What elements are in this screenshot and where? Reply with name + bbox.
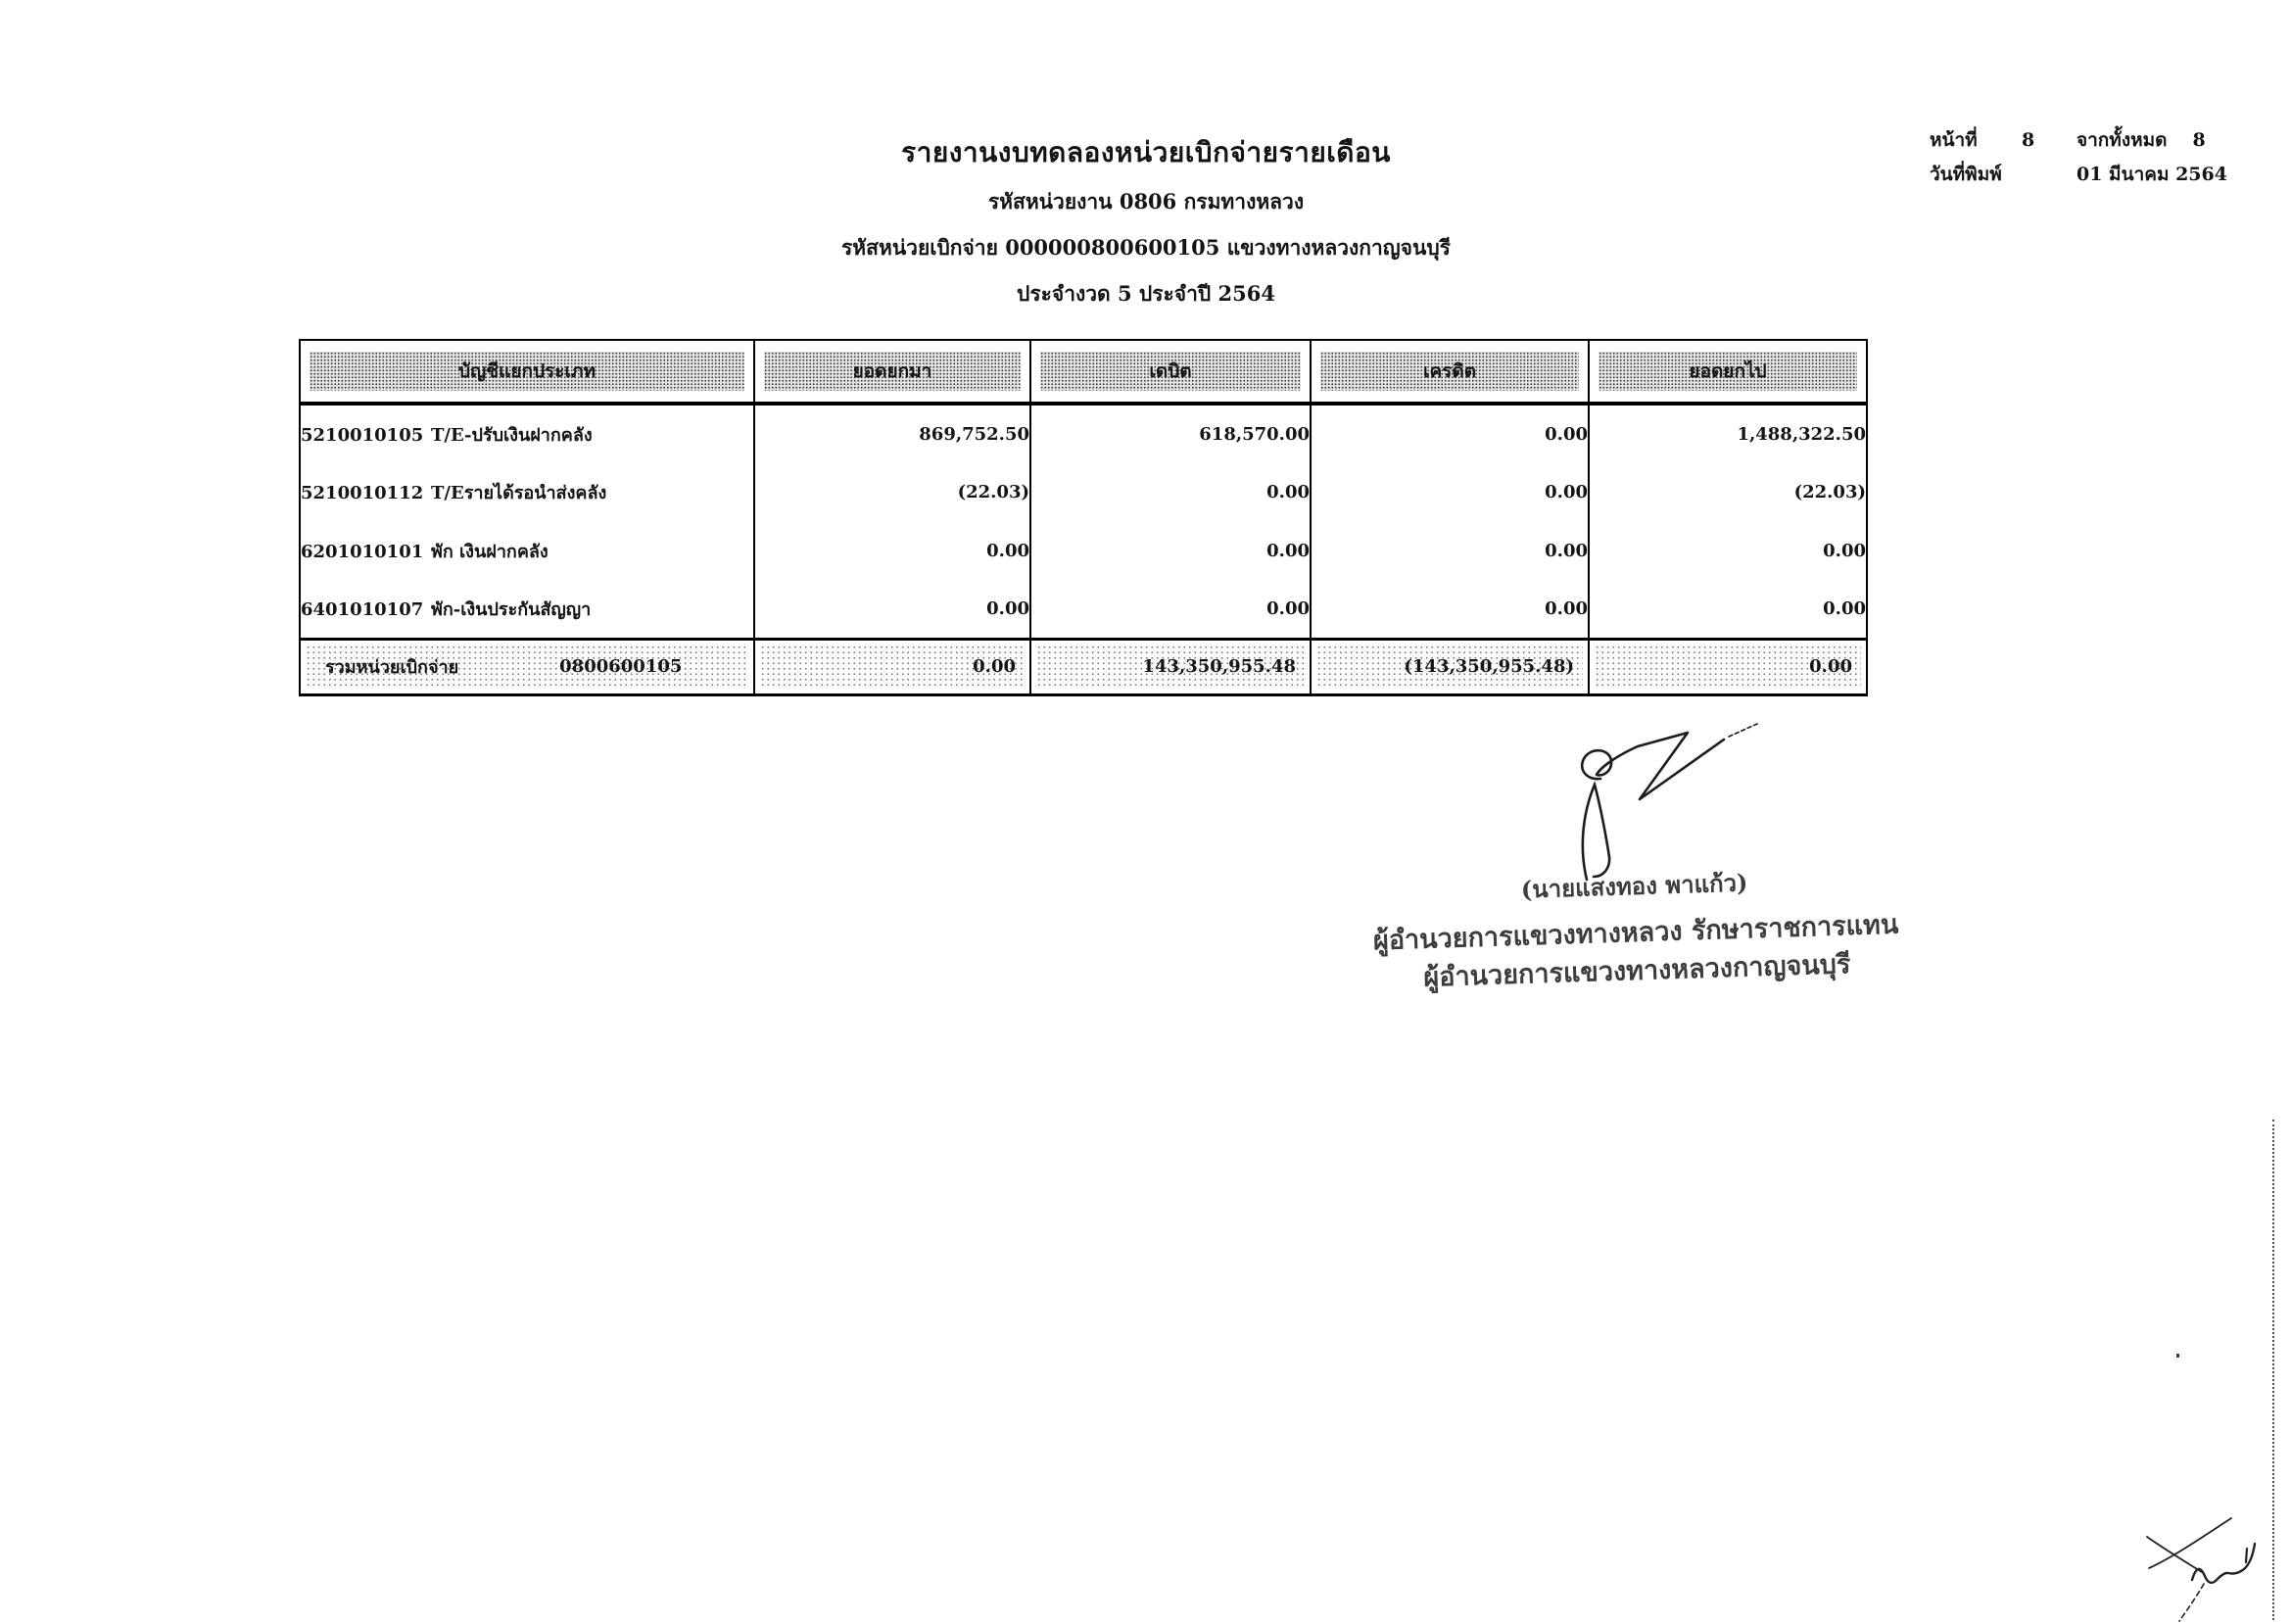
total-carry-out: 0.00 xyxy=(1595,645,1861,690)
carry-in-value: 869,752.50 xyxy=(754,404,1030,462)
table-row xyxy=(300,462,1867,521)
table-header-row xyxy=(300,340,1867,404)
print-date-row xyxy=(1930,162,2282,187)
account-code: 6401010107 xyxy=(301,598,424,620)
account-cell xyxy=(300,521,754,580)
account-cell xyxy=(300,580,754,639)
table-row xyxy=(300,404,1867,462)
page-label: หน้าที่ xyxy=(1930,129,1978,151)
credit-value: 0.00 xyxy=(1311,462,1589,521)
total-label: รวมหน่วยเบิกจ่าย xyxy=(325,657,459,678)
period-line: ประจำงวด 5 ประจำปี 2564 xyxy=(1017,281,1275,306)
account-cell xyxy=(300,462,754,521)
debit-value: 0.00 xyxy=(1030,580,1311,639)
total-carry-in: 0.00 xyxy=(760,645,1025,690)
total-debit: 143,350,955.48 xyxy=(1036,645,1305,690)
credit-value: 0.00 xyxy=(1311,580,1589,639)
total-pages-label: จากทั้งหมด xyxy=(2076,129,2168,151)
credit-value: 0.00 xyxy=(1311,404,1589,462)
total-carry-in-cell xyxy=(754,639,1030,694)
account-code: 6201010101 xyxy=(301,541,424,562)
carry-out-value: (22.03) xyxy=(1589,462,1867,521)
credit-value: 0.00 xyxy=(1311,521,1589,580)
column-header-credit: เครดิต xyxy=(1311,340,1589,404)
total-pages-value: 8 xyxy=(2192,129,2206,151)
signatory-title-1: ผู้อำนวยการแขวงทางหลวง รักษาราชการแทน xyxy=(1372,909,1899,957)
carry-in-value: 0.00 xyxy=(754,521,1030,580)
initials-scribble xyxy=(2135,1502,2272,1624)
account-code: 5210010105 xyxy=(301,424,424,446)
carry-out-value: 0.00 xyxy=(1589,580,1867,639)
carry-in-value: (22.03) xyxy=(754,462,1030,521)
column-header-account: บัญชีแยกประเภท xyxy=(300,340,754,404)
table-row xyxy=(300,521,1867,580)
trial-balance-table xyxy=(299,339,1868,696)
account-name: พัก เงินฝากคลัง xyxy=(431,541,549,562)
print-date-value: 01 มีนาคม 2564 xyxy=(2076,164,2227,185)
total-debit-cell xyxy=(1030,639,1311,694)
signatory-text xyxy=(1369,859,1902,999)
page-number: 8 xyxy=(2022,129,2035,151)
account-code: 5210010112 xyxy=(301,482,424,503)
report-title: รายงานงบทดลองหน่วยเบิกจ่ายรายเดือน xyxy=(901,136,1391,168)
total-carry-out-cell xyxy=(1589,639,1867,694)
signatory-name: (นายแสงทอง พาแก้ว) xyxy=(1520,868,1748,904)
signatory-title-2: ผู้อำนวยการแขวงทางหลวงกาญจนบุรี xyxy=(1422,949,1851,993)
carry-out-value: 1,488,322.50 xyxy=(1589,404,1867,462)
carry-in-value: 0.00 xyxy=(754,580,1030,639)
scan-artifact-edge-line xyxy=(2272,1120,2274,1620)
page-info xyxy=(1930,127,2282,196)
account-cell xyxy=(300,404,754,462)
debit-value: 0.00 xyxy=(1030,462,1311,521)
page-number-row xyxy=(1930,127,2282,153)
disbursement-unit-line: รหัสหน่วยเบิกจ่าย 000000800600105 แขวงทางหลวงกาญจนบุรี xyxy=(841,235,1451,260)
table-row xyxy=(300,580,1867,639)
account-name: T/E-ปรับเงินฝากคลัง xyxy=(431,424,593,446)
debit-value: 618,570.00 xyxy=(1030,404,1311,462)
table-total-row xyxy=(300,639,1867,694)
total-credit-cell xyxy=(1311,639,1589,694)
column-header-carry-out: ยอดยกไป xyxy=(1589,340,1867,404)
agency-code-line: รหัสหน่วยงาน 0806 กรมทางหลวง xyxy=(987,189,1305,214)
carry-out-value: 0.00 xyxy=(1589,521,1867,580)
print-date-label: วันที่พิมพ์ xyxy=(1930,164,2002,185)
scan-artifact-speck xyxy=(2176,1354,2179,1358)
column-header-carry-in: ยอดยกมา xyxy=(754,340,1030,404)
signature-block xyxy=(1371,718,1900,1012)
debit-value: 0.00 xyxy=(1030,521,1311,580)
total-credit: (143,350,955.48) xyxy=(1316,645,1583,690)
account-name: T/Eรายได้รอนำส่งคลัง xyxy=(431,482,607,503)
column-header-debit: เดบิต xyxy=(1030,340,1311,404)
total-unit-code: 0800600105 xyxy=(559,656,683,677)
total-label-cell xyxy=(300,639,754,694)
account-name: พัก-เงินประกันสัญญา xyxy=(431,598,592,620)
